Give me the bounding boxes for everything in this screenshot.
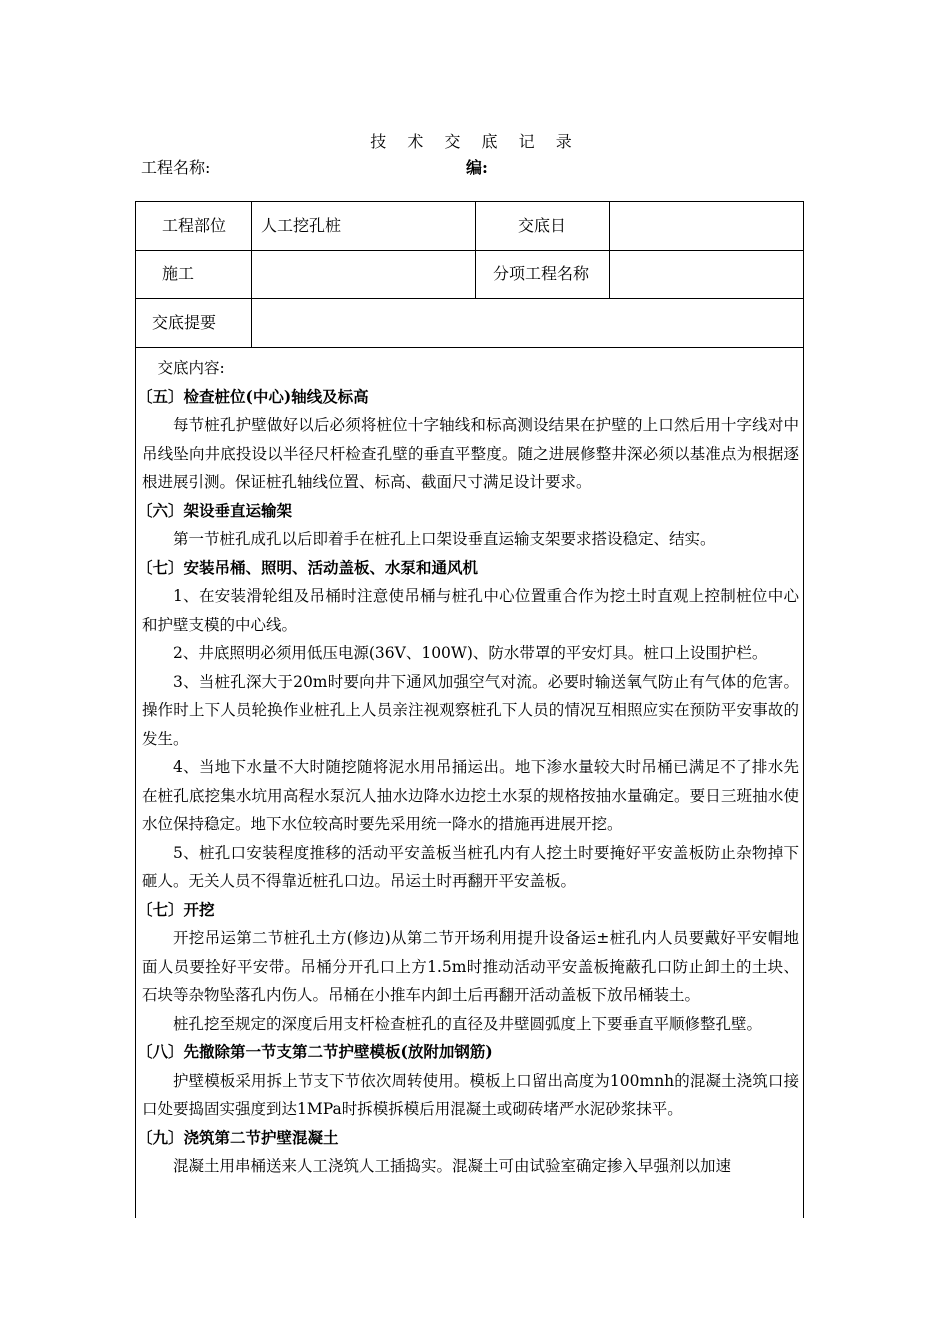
section-heading: 〔五〕检查桩位(中心)轴线及标高 [137, 386, 369, 406]
section-paragraph: 护壁模板采用拆上节支下节依次周转使用。模板上口留出高度为100mnh的混凝土浇筑口接口处要捣固实强度到达1MPa时拆模拆模后用混凝土或砌砖堵严水泥砂浆抹平。 [142, 1071, 799, 1118]
section-heading: 〔七〕安装吊桶、照明、活动盖板、水泵和通风机 [137, 557, 479, 577]
section-paragraph: 5、桩孔口安装程度推移的活动平安盖板当桩孔内有人挖土时要掩好平安盖板防止杂物掉下砸人。无关人员不得靠近桩孔口边。吊运土时再翻开平安盖板。 [142, 843, 799, 890]
summary-label: 交底提要 [152, 313, 217, 332]
document-title: 技 术 交 底 记 录 [370, 132, 580, 151]
section-paragraph: 1、在安装滑轮组及吊桶时注意使吊桶与桩孔中心位置重合作为挖土时直观上控制桩位中心和护壁支模的中心线。 [142, 587, 799, 634]
table-col-divider [251, 202, 252, 347]
date-label: 交底日 [518, 216, 567, 235]
section-paragraph: 4、当地下水量不大时随挖随将泥水用吊捅运出。地下渗水量较大时吊桶已满足不了排水先在桩孔底挖集水坑用高程水泵沉人抽水边降水边挖土水泵的规格按抽水量确定。要日三班抽水使水位保持稳定。地下水位较高时要先采用统一降水的措施再进展开挖。 [142, 758, 799, 833]
section-heading: 〔八〕先撤除第一节支第二节护壁模板(放附加钢筋) [137, 1042, 493, 1061]
section-paragraph: 桩孔挖至规定的深度后用支杆检查桩孔的直径及井壁圆弧度上下要垂直平顺修整孔壁。 [173, 1014, 763, 1033]
project-name-label: 工程名称: [141, 158, 211, 177]
section-paragraph: 第一节桩孔成孔以后即着手在桩孔上口架设垂直运输支架要求搭设稳定、结实。 [173, 530, 716, 548]
section-paragraph: 每节桩孔护壁做好以后必须将桩位十字轴线和标高测设结果在护壁的上口然后用十字线对中吊线坠向井底投设以半径尺杆检查孔壁的垂直平整度。随之进展修整井深必须以基准点为根据逐根进展引测。保证桩孔轴线位置、标高、截面尺寸满足设计要求。 [142, 416, 799, 491]
table-row-divider [136, 250, 803, 251]
disclosure-table [135, 201, 804, 1218]
subitem-label: 分项工程名称 [493, 264, 590, 283]
number-label: 编: [466, 158, 488, 177]
section-paragraph: 3、当桩孔深大于20m时要向井下通风加强空气对流。必要时输送氧气防止有气体的危害。操作时上下人员轮换作业桩孔上人员亲注视观察桩孔下人员的情况互相照应实在预防平安事故的发生。 [142, 672, 799, 748]
content-intro: 交底内容: [157, 359, 225, 377]
section-heading: 〔九〕浇筑第二节护壁混凝土 [137, 1127, 339, 1147]
section-paragraph: 混凝土用串桶送来人工浇筑人工插捣实。混凝土可由试验室确定掺入早强剂以加速 [173, 1157, 732, 1175]
section-heading: 〔七〕开挖 [137, 899, 215, 919]
table-col-divider [609, 202, 610, 298]
section-paragraph: 2、井底照明必须用低压电源(36Ⅴ、100W)、防水带罩的平安灯具。桩口上设围护栏。 [173, 644, 768, 662]
table-row-divider [136, 347, 803, 348]
table-col-divider [475, 202, 476, 298]
part-value: 人工挖孔桩 [261, 216, 342, 235]
section-heading: 〔六〕架设垂直运输架 [137, 500, 293, 520]
section-paragraph: 开挖吊运第二节桩孔土方(修边)从第二节开场利用提升设备运±桩孔内人员要戴好平安帽地面人员要拴好平安带。吊桶分开孔口上方1.5m时推动活动平安盖板掩蔽孔口防止卸土的土块、石块等杂物坠落孔内伤人。吊桶在小推车内卸土后再翻开活动盖板下放吊桶装土。 [142, 929, 799, 1004]
part-label: 工程部位 [162, 216, 227, 235]
construction-label: 施工 [162, 264, 195, 283]
disclosure-content [137, 354, 799, 1181]
table-row-divider [136, 298, 803, 299]
